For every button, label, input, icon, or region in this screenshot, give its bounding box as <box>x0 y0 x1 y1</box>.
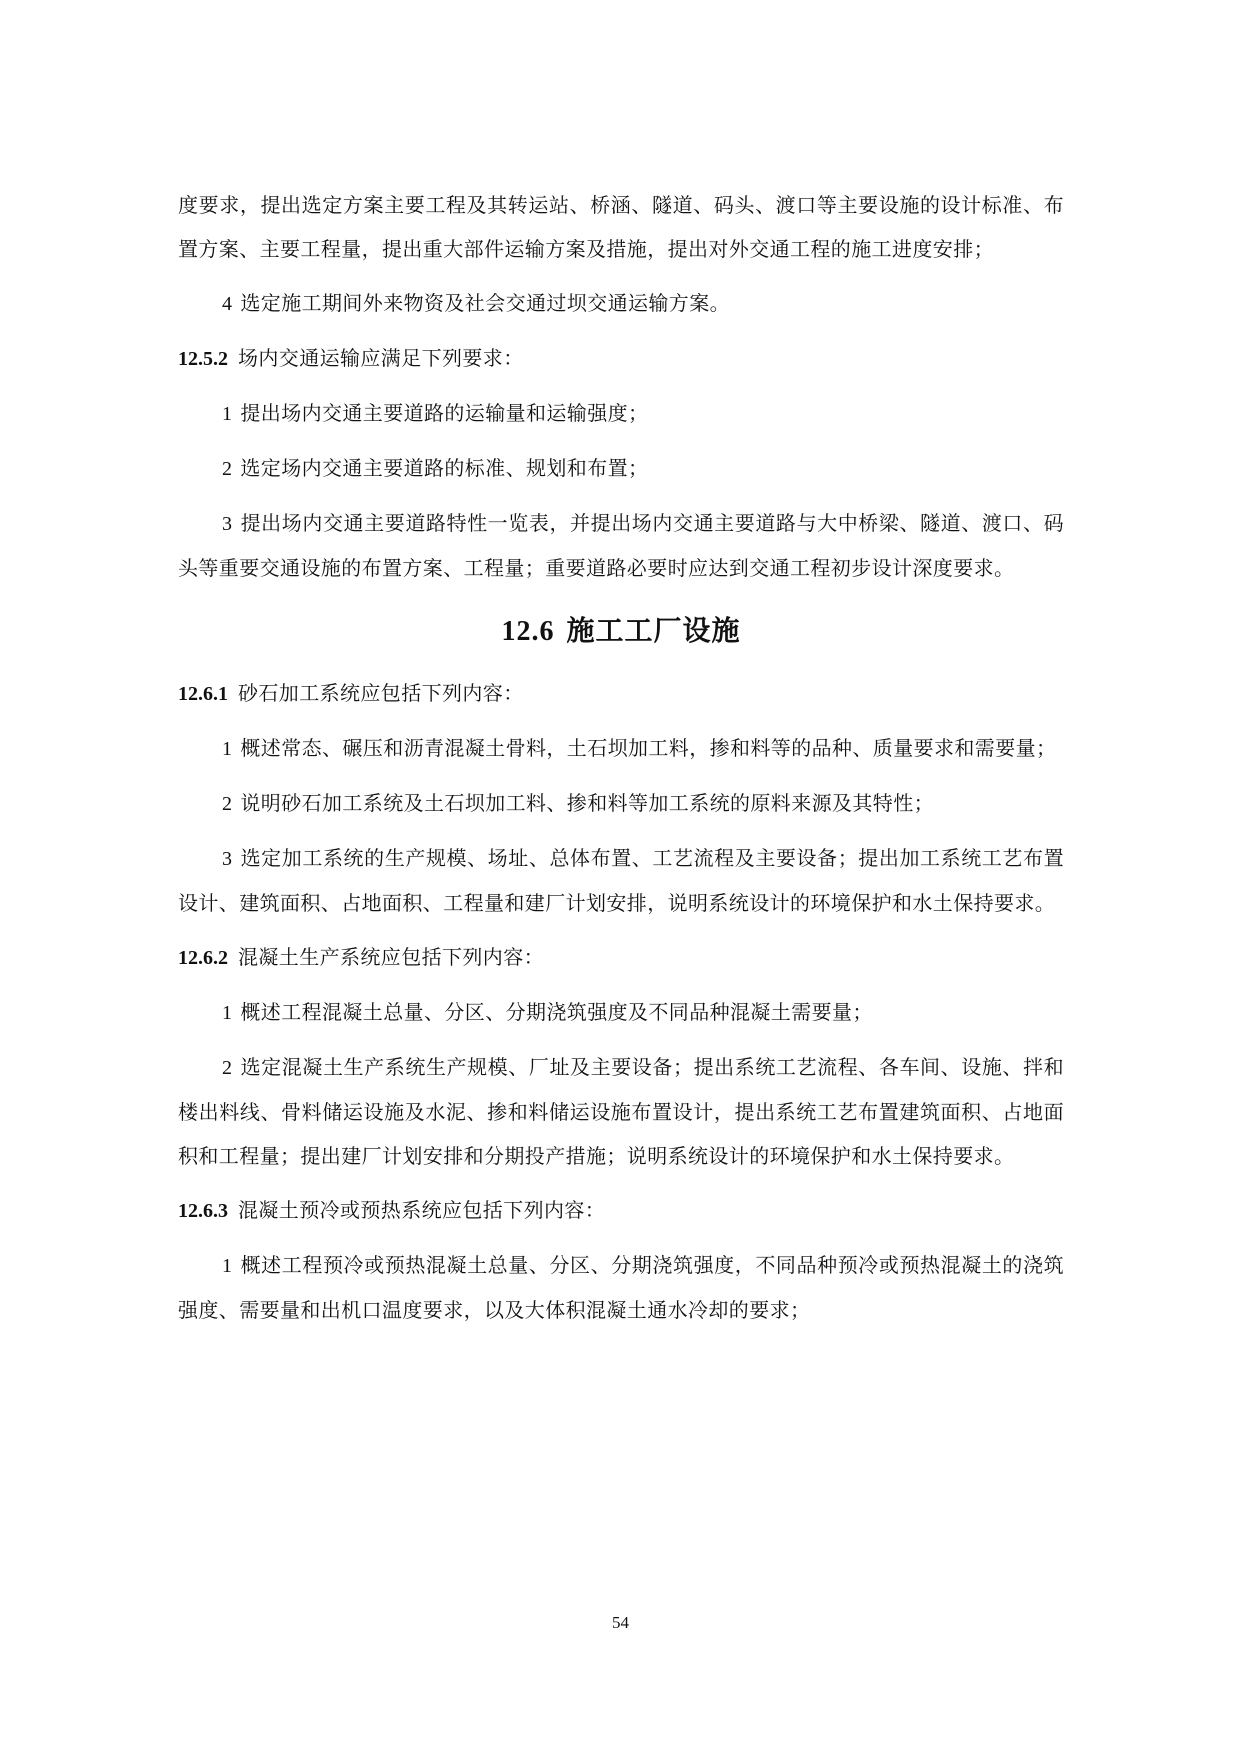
paragraph-continuation <box>178 183 1064 271</box>
page-content <box>178 183 1064 1332</box>
section-heading <box>178 606 1064 657</box>
item-text: 选定场内交通主要道路的标准、规划和布置； <box>240 456 649 480</box>
item-number: 2 <box>222 458 233 480</box>
list-item <box>178 391 1064 436</box>
paragraph-text: 度要求，提出选定方案主要工程及其转运站、桥涵、隧道、码头、渡口等主要设施的设计标准、布置方案、主要工程量，提出重大部件运输方案及措施，提出对外交通工程的施工进度安排； <box>178 193 1064 261</box>
clause-text: 砂石加工系统应包括下列内容： <box>238 681 524 705</box>
list-item <box>178 990 1064 1035</box>
clause-12-6-3 <box>178 1188 1064 1233</box>
item-text: 选定加工系统的生产规模、场址、总体布置、工艺流程及主要设备；提出加工系统工艺布置设计、建筑面积、占地面积、工程量和建厂计划安排，说明系统设计的环境保护和水土保持要求。 <box>178 846 1064 915</box>
clause-12-5-2 <box>178 336 1064 381</box>
clause-12-6-2 <box>178 935 1064 980</box>
section-number: 12.6 <box>501 616 555 647</box>
clause-text: 混凝土预冷或预热系统应包括下列内容： <box>238 1198 606 1222</box>
list-item <box>178 1045 1064 1178</box>
item-number: 2 <box>222 1057 233 1079</box>
item-number: 1 <box>222 403 233 425</box>
clause-number: 12.6.1 <box>178 683 228 705</box>
clause-number: 12.6.3 <box>178 1200 228 1222</box>
item-text: 概述工程混凝土总量、分区、分期浇筑强度及不同品种混凝土需要量； <box>240 1000 873 1024</box>
section-title-text: 施工工厂设施 <box>566 614 741 647</box>
item-text: 提出场内交通主要道路的运输量和运输强度； <box>240 401 649 425</box>
item-text: 选定混凝土生产系统生产规模、厂址及主要设备；提出系统工艺流程、各车间、设施、拌和楼出料线、骨料储运设施及水泥、掺和料储运设施布置设计，提出系统工艺布置建筑面积、占地面积和工程量；提出建厂计划安排和分期投产措施；说明系统设计的环境保护和水土保持要求。 <box>178 1055 1064 1168</box>
item-number: 1 <box>222 1255 233 1277</box>
item-number: 3 <box>222 513 233 535</box>
clause-number: 12.5.2 <box>178 348 228 370</box>
list-item <box>178 726 1064 771</box>
list-item <box>178 836 1064 925</box>
item-text: 选定施工期间外来物资及社会交通过坝交通运输方案。 <box>240 291 731 315</box>
list-item <box>178 501 1064 590</box>
list-item <box>178 1243 1064 1332</box>
item-text: 概述工程预冷或预热混凝土总量、分区、分期浇筑强度，不同品种预冷或预热混凝土的浇筑强度、需要量和出机口温度要求，以及大体积混凝土通水冷却的要求； <box>178 1253 1064 1322</box>
item-number: 3 <box>222 848 233 870</box>
clause-12-6-1 <box>178 671 1064 716</box>
clause-number: 12.6.2 <box>178 947 228 969</box>
item-number: 4 <box>222 293 233 315</box>
item-text: 说明砂石加工系统及土石坝加工料、掺和料等加工系统的原料来源及其特性； <box>240 791 935 815</box>
list-item <box>178 281 1064 326</box>
list-item <box>178 446 1064 491</box>
item-text: 提出场内交通主要道路特性一览表，并提出场内交通主要道路与大中桥梁、隧道、渡口、码头等重要交通设施的布置方案、工程量；重要道路必要时应达到交通工程初步设计深度要求。 <box>178 511 1064 580</box>
page-number: 54 <box>612 1613 629 1632</box>
item-number: 2 <box>222 793 233 815</box>
item-text: 概述常态、碾压和沥青混凝土骨料，土石坝加工料，掺和料等的品种、质量要求和需要量； <box>240 736 1057 760</box>
item-number: 1 <box>222 1002 233 1024</box>
item-number: 1 <box>222 738 233 760</box>
clause-text: 场内交通运输应满足下列要求： <box>238 346 524 370</box>
clause-text: 混凝土生产系统应包括下列内容： <box>238 945 544 969</box>
list-item <box>178 781 1064 826</box>
